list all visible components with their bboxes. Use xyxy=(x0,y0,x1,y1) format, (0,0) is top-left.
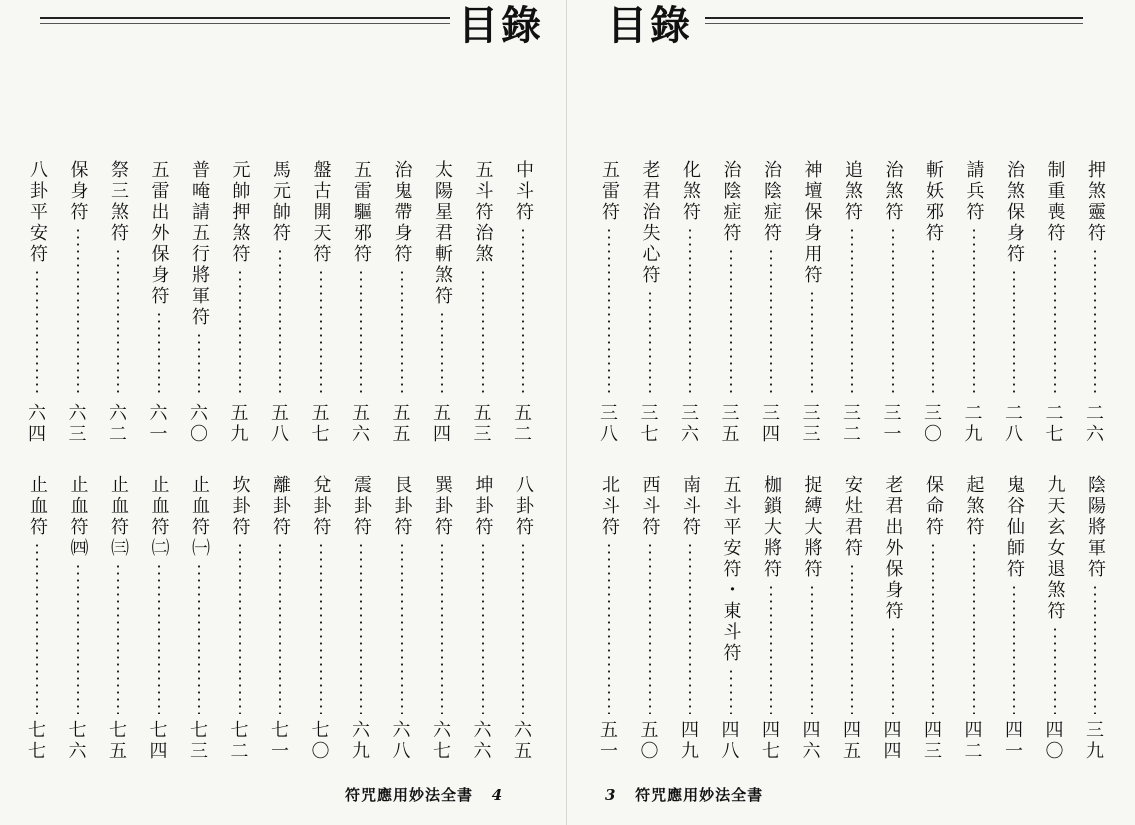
toc-entry-page-number: 五 〇 xyxy=(640,720,659,762)
toc-entry-page-number: 四 九 xyxy=(681,720,699,762)
toc-entry-title: 普唵請五行將軍符 xyxy=(189,160,210,328)
toc-entry xyxy=(999,475,1029,762)
toc-entry xyxy=(265,160,295,445)
toc-entry xyxy=(1040,475,1070,762)
dot-leader xyxy=(158,311,160,397)
dot-leader xyxy=(320,269,322,397)
toc-entry xyxy=(103,475,133,762)
toc-entry xyxy=(837,475,867,762)
toc-entry-page-number: 二 八 xyxy=(1005,403,1023,445)
toc-entry-title: 鬼谷仙師符 xyxy=(1004,475,1025,580)
toc-entry-page-number: 六 九 xyxy=(352,720,370,762)
toc-entry-title: 治煞保身符 xyxy=(1004,160,1025,265)
dot-leader xyxy=(36,542,38,714)
dot-leader xyxy=(279,542,281,714)
dot-leader xyxy=(649,290,651,397)
toc-entry-title: 保身符 xyxy=(67,160,89,223)
toc-entry xyxy=(635,160,665,445)
toc-entry-title: 化煞符 xyxy=(680,160,701,223)
toc-entry xyxy=(346,475,376,762)
toc-entry xyxy=(144,160,174,445)
dot-leader xyxy=(1094,584,1096,714)
toc-entry-page-number: 六 三 xyxy=(68,403,87,445)
dot-leader xyxy=(811,584,813,714)
toc-entry xyxy=(225,475,255,762)
toc-entry-title: 起煞符 xyxy=(963,475,985,538)
page-footer xyxy=(605,784,763,805)
dot-leader xyxy=(851,227,853,397)
toc-entry-page-number: 四 四 xyxy=(883,720,902,762)
header-rule xyxy=(705,17,1083,24)
toc-entry-title: 太陽星君斬煞符 xyxy=(432,160,453,307)
toc-entry-page-number: 六 一 xyxy=(149,403,168,445)
toc-entry-title: 兌卦符 xyxy=(310,475,332,538)
page-title: 目錄 xyxy=(458,2,544,49)
toc-entry xyxy=(999,160,1029,445)
dot-leader xyxy=(320,542,322,714)
toc-entry-title: 保命符 xyxy=(923,475,944,538)
toc-entry xyxy=(22,475,52,762)
dot-leader xyxy=(1054,248,1056,397)
dot-leader xyxy=(608,542,610,714)
page-number: 3 xyxy=(605,786,617,804)
toc-entry xyxy=(675,475,705,762)
dot-leader xyxy=(239,269,241,397)
toc-entry xyxy=(878,160,908,445)
page-footer xyxy=(345,784,503,805)
toc-entry-title: 治鬼帶身符 xyxy=(391,160,413,265)
toc-entry xyxy=(184,475,214,762)
dot-leader xyxy=(689,542,691,714)
right-page xyxy=(567,0,1135,825)
dot-leader xyxy=(401,542,403,714)
toc-entry xyxy=(144,475,174,762)
toc-entry-page-number: 七 七 xyxy=(28,720,46,762)
toc-entry-title: 八卦平安符 xyxy=(27,160,48,265)
toc-entry-title: 老君出外保身符 xyxy=(882,475,904,622)
toc-entry-page-number: 七 一 xyxy=(271,720,289,762)
toc-entry-title: 斬妖邪符 xyxy=(923,160,944,244)
toc-entry-title: 治煞符 xyxy=(882,160,904,223)
toc-entry-title: 五斗平安符・東斗符 xyxy=(720,475,742,664)
dot-leader xyxy=(77,563,79,714)
toc-entry-title: 離卦符 xyxy=(270,475,291,538)
toc-entry-page-number: 二 九 xyxy=(964,403,983,445)
toc-entry-title: 北斗符 xyxy=(599,475,620,538)
toc-entry xyxy=(1080,475,1110,762)
dot-leader xyxy=(932,248,934,397)
toc-entry xyxy=(265,475,295,762)
toc-entry-page-number: 五 六 xyxy=(352,403,370,445)
dot-leader xyxy=(117,248,119,397)
toc-entry xyxy=(468,160,498,445)
dot-leader xyxy=(117,563,119,714)
toc-entry xyxy=(675,160,705,445)
toc-entry xyxy=(225,160,255,445)
dot-leader xyxy=(1013,269,1015,397)
toc-entry-page-number: 四 〇 xyxy=(1045,720,1064,762)
toc-entry-page-number: 三 九 xyxy=(1086,720,1104,762)
toc-entry xyxy=(387,160,417,445)
toc-entry xyxy=(756,475,786,762)
toc-entry-page-number: 五 三 xyxy=(473,403,492,445)
toc-entry-page-number: 六 四 xyxy=(28,403,46,445)
toc-entry xyxy=(594,160,624,445)
toc-entry-title: 馬元帥符 xyxy=(270,160,291,244)
toc-entry xyxy=(184,160,214,445)
toc-entry-title: 八卦符 xyxy=(513,475,534,538)
toc-entry-page-number: 五 一 xyxy=(600,720,618,762)
toc-entry-page-number: 三 六 xyxy=(681,403,699,445)
dot-leader xyxy=(811,290,813,397)
dot-leader xyxy=(36,269,38,397)
dot-leader xyxy=(198,332,200,397)
toc-entry-title: 祭三煞符 xyxy=(108,160,129,244)
toc-entry-page-number: 六 〇 xyxy=(190,403,208,445)
toc-entry-title: 止血符 xyxy=(27,475,48,538)
toc-entry-page-number: 三 八 xyxy=(600,403,618,445)
toc-entry xyxy=(22,160,52,445)
toc-entry xyxy=(756,160,786,445)
toc-entry-page-number: 四 一 xyxy=(1005,720,1023,762)
page-title: 目錄 xyxy=(607,2,693,49)
dot-leader xyxy=(730,668,732,714)
toc-entry-page-number: 七 〇 xyxy=(311,720,330,762)
dot-leader xyxy=(198,563,200,714)
dot-leader xyxy=(360,269,362,397)
toc-entry xyxy=(63,160,93,445)
toc-entry xyxy=(716,475,746,762)
toc-entry-title: 止血符㈢ xyxy=(108,475,129,559)
dot-leader xyxy=(360,542,362,714)
toc-entry-page-number: 七 五 xyxy=(109,720,127,762)
toc-entry xyxy=(635,475,665,762)
toc-entry-title: 制重喪符 xyxy=(1044,160,1066,244)
toc-entry xyxy=(959,160,989,445)
toc-entry-title: 陰陽將軍符 xyxy=(1085,475,1106,580)
toc-entry-title: 五雷驅邪符 xyxy=(351,160,372,265)
dot-leader xyxy=(932,542,934,714)
dot-leader xyxy=(770,584,772,714)
toc-entry xyxy=(716,160,746,445)
dot-leader xyxy=(892,626,894,714)
toc-entry-page-number: 四 五 xyxy=(843,720,861,762)
dot-leader xyxy=(522,227,524,397)
toc-entry-title: 枷鎖大將符 xyxy=(761,475,782,580)
toc-entry xyxy=(878,475,908,762)
toc-entry-title: 止血符㈡ xyxy=(148,475,170,559)
dot-leader xyxy=(1094,248,1096,397)
toc-entry-page-number: 四 七 xyxy=(762,720,780,762)
dot-leader xyxy=(441,311,443,397)
dot-leader xyxy=(1054,626,1056,714)
toc-entry xyxy=(427,160,457,445)
toc-entry-title: 巽卦符 xyxy=(432,475,453,538)
dot-leader xyxy=(851,563,853,714)
toc-entry xyxy=(508,160,538,445)
toc-entry-page-number: 三 四 xyxy=(762,403,780,445)
toc-entry xyxy=(468,475,498,762)
dot-leader xyxy=(158,563,160,714)
toc-entry-title: 安灶君符 xyxy=(842,475,863,559)
toc-entry xyxy=(306,160,336,445)
page-number: 4 xyxy=(491,786,504,804)
toc-entry-page-number: 三 三 xyxy=(802,403,821,445)
toc-entry-page-number: 三 七 xyxy=(640,403,659,445)
toc-entry xyxy=(797,160,827,445)
toc-entry-title: 盤古開天符 xyxy=(310,160,332,265)
toc-entry xyxy=(1080,160,1110,445)
toc-entry-title: 坎卦符 xyxy=(229,475,251,538)
dot-leader xyxy=(239,542,241,714)
toc-entry xyxy=(918,475,948,762)
dot-leader xyxy=(77,227,79,397)
dot-leader xyxy=(770,248,772,397)
toc-entry-page-number: 五 二 xyxy=(514,403,532,445)
toc-entry-title: 神壇保身用符 xyxy=(801,160,823,286)
toc-entry xyxy=(63,475,93,762)
toc-entry-page-number: 六 八 xyxy=(392,720,411,762)
header-rule xyxy=(40,17,450,24)
dot-leader xyxy=(482,542,484,714)
toc-entry-page-number: 七 二 xyxy=(230,720,249,762)
toc-entry-title: 治陰症符 xyxy=(761,160,782,244)
toc-entry-title: 押煞靈符 xyxy=(1085,160,1106,244)
toc-entry-page-number: 六 七 xyxy=(433,720,451,762)
toc-entry-page-number: 五 五 xyxy=(392,403,411,445)
toc-entry-title: 南斗符 xyxy=(680,475,701,538)
toc-entry xyxy=(797,475,827,762)
toc-entry xyxy=(306,475,336,762)
dot-leader xyxy=(522,542,524,714)
toc-entry-title: 西斗符 xyxy=(639,475,661,538)
toc-entry-page-number: 七 三 xyxy=(190,720,208,762)
toc-entry-page-number: 三 二 xyxy=(843,403,861,445)
dot-leader xyxy=(689,227,691,397)
toc-entry-page-number: 四 八 xyxy=(721,720,740,762)
toc-entry-title: 艮卦符 xyxy=(391,475,413,538)
toc-entry xyxy=(346,160,376,445)
toc-entry-page-number: 五 七 xyxy=(311,403,330,445)
dot-leader xyxy=(973,227,975,397)
toc-entry-page-number: 二 七 xyxy=(1045,403,1064,445)
toc-entry xyxy=(508,475,538,762)
toc-entry-page-number: 三 〇 xyxy=(924,403,942,445)
toc-entry-title: 坤卦符 xyxy=(472,475,494,538)
toc-entry-title: 中斗符 xyxy=(513,160,534,223)
dot-leader xyxy=(482,269,484,397)
dot-leader xyxy=(441,542,443,714)
toc-entry-title: 五雷符 xyxy=(599,160,620,223)
toc-entry-page-number: 六 五 xyxy=(514,720,532,762)
dot-leader xyxy=(649,542,651,714)
toc-entry-title: 元帥押煞符 xyxy=(229,160,251,265)
toc-entry-page-number: 三 五 xyxy=(721,403,740,445)
toc-entry xyxy=(1040,160,1070,445)
toc-entry-page-number: 六 二 xyxy=(109,403,127,445)
toc-entry-title: 止血符㈣ xyxy=(67,475,89,559)
dot-leader xyxy=(279,248,281,397)
footer-book-title: 符咒應用妙法全書 xyxy=(635,786,764,804)
dot-leader xyxy=(401,269,403,397)
toc-entry-page-number: 三 一 xyxy=(883,403,902,445)
toc-entry-title: 九天玄女退煞符 xyxy=(1044,475,1066,622)
toc-entry xyxy=(594,475,624,762)
toc-entry xyxy=(959,475,989,762)
dot-leader xyxy=(1013,584,1015,714)
toc-entry-title: 老君治失心符 xyxy=(639,160,661,286)
toc-entry-title: 五斗符治煞 xyxy=(472,160,494,265)
toc-entry-title: 請兵符 xyxy=(963,160,985,223)
dot-leader xyxy=(730,248,732,397)
dot-leader xyxy=(608,227,610,397)
toc-entry xyxy=(427,475,457,762)
dot-leader xyxy=(892,227,894,397)
footer-book-title: 符咒應用妙法全書 xyxy=(345,786,474,804)
toc-entry-page-number: 四 三 xyxy=(924,720,942,762)
toc-entry-title: 追煞符 xyxy=(842,160,863,223)
toc-entry-title: 治陰症符 xyxy=(720,160,742,244)
toc-entry-title: 止血符㈠ xyxy=(189,475,210,559)
toc-entry-page-number: 五 九 xyxy=(230,403,249,445)
toc-entry-title: 五雷出外保身符 xyxy=(148,160,170,307)
toc-entry-page-number: 四 六 xyxy=(802,720,821,762)
toc-entry-page-number: 二 六 xyxy=(1086,403,1104,445)
toc-entry xyxy=(918,160,948,445)
toc-entry-page-number: 五 八 xyxy=(271,403,289,445)
toc-entry-page-number: 四 二 xyxy=(964,720,983,762)
toc-entry-title: 震卦符 xyxy=(351,475,372,538)
toc-entry xyxy=(103,160,133,445)
left-page xyxy=(0,0,567,825)
toc-entry xyxy=(387,475,417,762)
toc-entry-title: 捉縛大將符 xyxy=(801,475,823,580)
toc-entry-page-number: 七 六 xyxy=(68,720,87,762)
toc-entry-page-number: 七 四 xyxy=(149,720,168,762)
toc-entry-page-number: 六 六 xyxy=(473,720,492,762)
dot-leader xyxy=(973,542,975,714)
toc-entry xyxy=(837,160,867,445)
toc-entry-page-number: 五 四 xyxy=(433,403,451,445)
